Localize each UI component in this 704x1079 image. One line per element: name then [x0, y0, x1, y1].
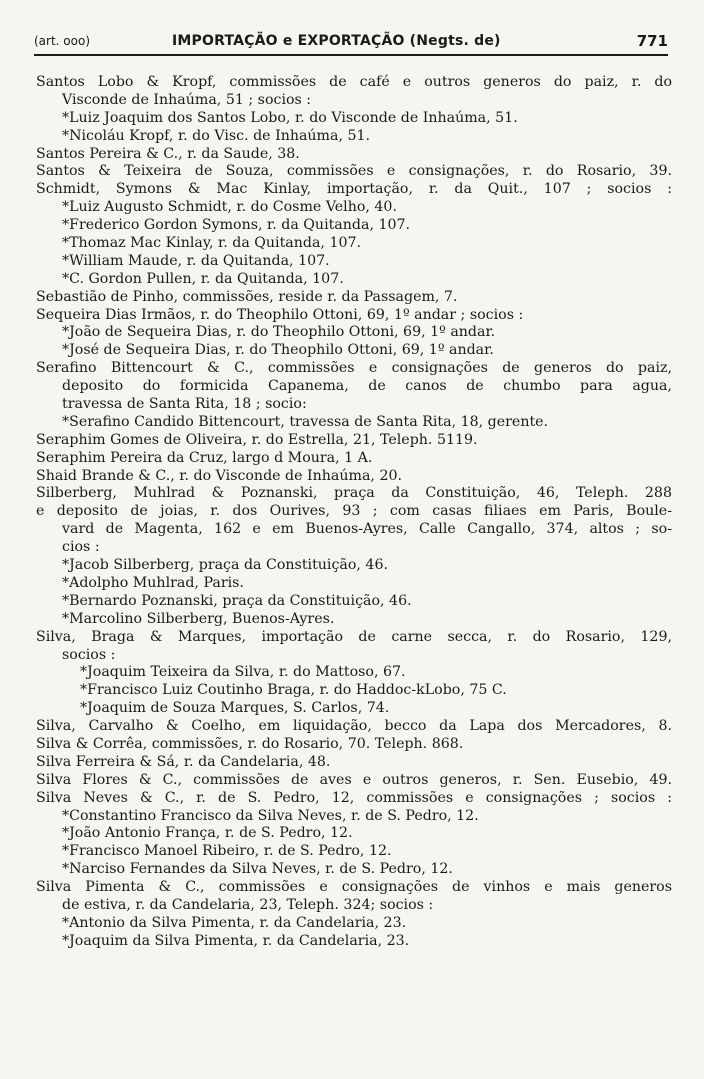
entry-line: Silva Neves & C., r. de S. Pedro, 12, commissões e consignações ; socios : — [36, 789, 672, 806]
entry-line: Sequeira Dias Irmãos, r. do Theophilo Ottoni, 69, 1º andar ; socios : — [36, 306, 524, 323]
entry-line: Seraphim Pereira da Cruz, largo d Moura, 1 A. — [36, 449, 373, 466]
entry-line: Serafino Bittencourt & C., commissões e consignações de generos do paiz, — [36, 360, 672, 377]
entry-line: Seraphim Gomes de Oliveira, r. do Estrella, 21, Teleph. 5119. — [36, 431, 478, 448]
partner-line: *Jacob Silberberg, praça da Constituição, 46. — [62, 557, 388, 574]
entry-line: Silva Pimenta & C., commissões e consignações de vinhos e mais generos — [36, 879, 672, 896]
partner-line: *Constantino Francisco da Silva Neves, r. de S. Pedro, 12. — [62, 807, 479, 824]
partner-line: *José de Sequeira Dias, r. do Theophilo Ottoni, 69, 1º andar. — [62, 342, 494, 359]
entry-line: Silva, Carvalho & Coelho, em liquidação, becco da Lapa dos Mercadores, 8. — [36, 718, 672, 735]
entry-line: Sebastião de Pinho, commissões, reside r. da Passagem, 7. — [36, 288, 458, 305]
entry-line: Schmidt, Symons & Mac Kinlay, importação, r. da Quit., 107 ; socios : — [36, 181, 672, 198]
entry-continuation-line: travessa de Santa Rita, 18 ; socio: — [62, 396, 307, 413]
partner-line: *Francisco Manoel Ribeiro, r. de S. Pedro, 12. — [62, 843, 392, 860]
partner-line: *Serafino Candido Bittencourt, travessa de Santa Rita, 18, gerente. — [62, 413, 549, 430]
entry-line: Silva, Braga & Marques, importação de carne secca, r. do Rosario, 129, — [36, 628, 672, 645]
entry-line: Silberberg, Muhlrad & Poznanski, praça da Constituição, 46, Teleph. 288 — [36, 485, 672, 502]
entry-continuation-line: cios : — [62, 539, 100, 556]
partner-line: *Francisco Luiz Coutinho Braga, r. do Haddoc-kLobo, 75 C. — [80, 682, 507, 699]
partner-line: *C. Gordon Pullen, r. da Quitanda, 107. — [62, 270, 344, 287]
entry-continuation-line: deposito do formicida Capanema, de canos de chumbo para agua, — [62, 378, 672, 395]
partner-line: *João de Sequeira Dias, r. do Theophilo Ottoni, 69, 1º andar. — [62, 324, 496, 341]
entry-continuation-line: vard de Magenta, 162 e em Buenos-Ayres, Calle Cangallo, 374, altos ; so- — [62, 521, 672, 538]
running-header — [34, 30, 668, 56]
partner-line: *Marcolino Silberberg, Buenos-Ayres. — [62, 610, 335, 627]
entry-line: Silva Flores & C., commissões de aves e outros generos, r. Sen. Eusebio, 49. — [36, 771, 672, 788]
partner-line: *Bernardo Poznanski, praça da Constituição, 46. — [62, 592, 412, 609]
partner-line: *Narciso Fernandes da Silva Neves, r. de S. Pedro, 12. — [62, 861, 453, 878]
partner-line: *Antonio da Silva Pimenta, r. da Candelaria, 23. — [62, 914, 407, 931]
entry-continuation-line: de estiva, r. da Candelaria, 23, Teleph. 324; socios : — [62, 896, 434, 913]
directory-entries — [36, 74, 672, 951]
entry-line: e deposito de joias, r. dos Ourives, 93 ; com casas filiaes em Paris, Boule- — [36, 503, 672, 520]
page-number: 771 — [636, 32, 668, 50]
entry-line: Shaid Brande & C., r. do Visconde de Inhaúma, 20. — [36, 467, 403, 484]
partner-line: *Luiz Joaquim dos Santos Lobo, r. do Visconde de Inhaúma, 51. — [62, 109, 518, 126]
partner-line: *Thomaz Mac Kinlay, r. da Quitanda, 107. — [62, 235, 362, 252]
header-section-label: (art. ooo) — [34, 34, 91, 48]
partner-line: *Nicoláu Kropf, r. do Visc. de Inhaúma, 51. — [62, 127, 371, 144]
entry-line: Santos & Teixeira de Souza, commissões e consignações, r. do Rosario, 39. — [36, 163, 672, 180]
partner-line: *Adolpho Muhlrad, Paris. — [62, 574, 244, 591]
partner-line: *Joaquim Teixeira da Silva, r. do Mattoso, 67. — [80, 664, 406, 681]
entry-line: Santos Pereira & C., r. da Saude, 38. — [36, 145, 300, 162]
partner-line: *Joaquim da Silva Pimenta, r. da Candelaria, 23. — [62, 932, 410, 949]
entry-continuation-line: socios : — [62, 646, 116, 663]
entry-line: Silva & Corrêa, commissões, r. do Rosario, 70. Teleph. 868. — [36, 735, 464, 752]
entry-continuation-line: Visconde de Inhaúma, 51 ; socios : — [62, 91, 312, 108]
partner-line: *Frederico Gordon Symons, r. da Quitanda, 107. — [62, 217, 411, 234]
header-title: IMPORTAÇÃO e EXPORTAÇÃO (Negts. de) — [172, 33, 501, 49]
partner-line: *William Maude, r. da Quitanda, 107. — [62, 252, 330, 269]
partner-line: *Joaquim de Souza Marques, S. Carlos, 74. — [80, 700, 390, 717]
entry-line: Silva Ferreira & Sá, r. da Candelaria, 48. — [36, 753, 331, 770]
entry-line: Santos Lobo & Kropf, commissões de café e outros generos do paiz, r. do — [36, 74, 672, 90]
partner-line: *João Antonio França, r. de S. Pedro, 12. — [62, 825, 353, 842]
partner-line: *Luiz Augusto Schmidt, r. do Cosme Velho, 40. — [62, 199, 397, 216]
